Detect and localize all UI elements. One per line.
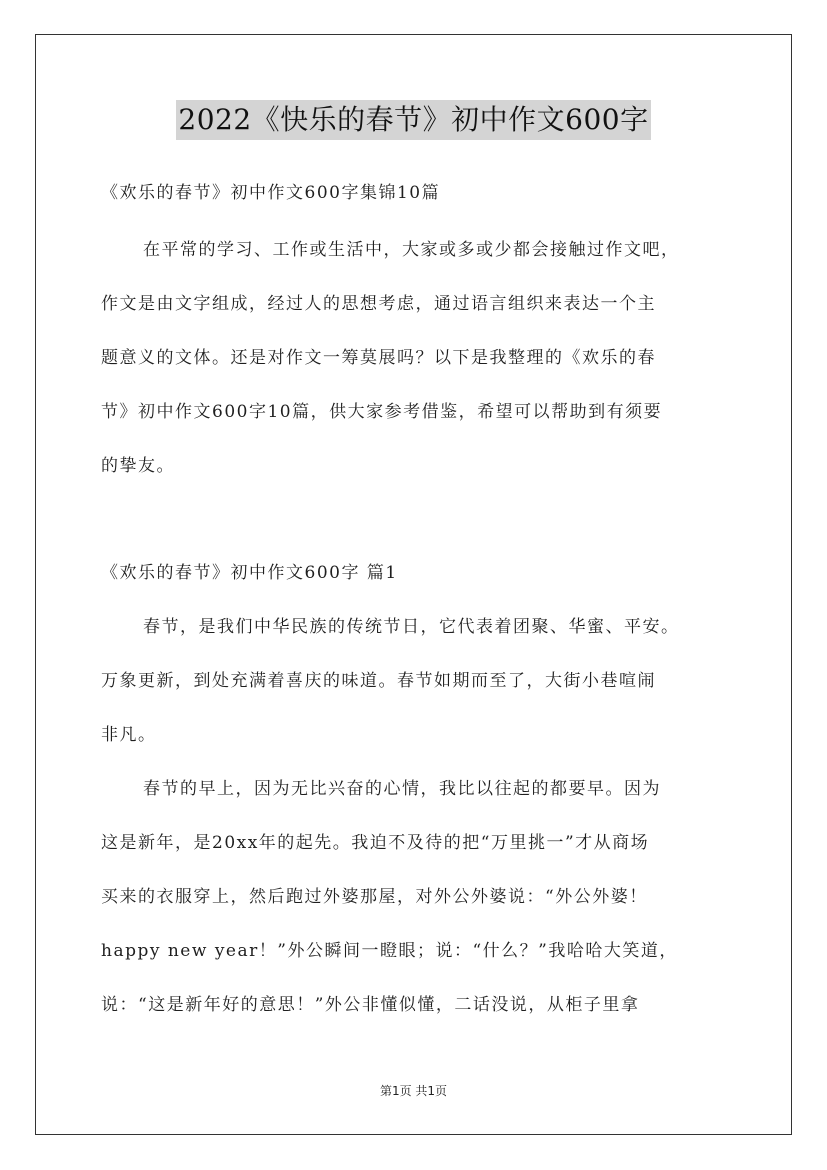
- paragraph-line: 非凡。: [101, 725, 157, 745]
- intro-line: 作文是由文字组成，经过人的思想考虑，通过语言组织来表达一个主: [101, 294, 656, 314]
- paragraph-line: 春节的早上，因为无比兴奋的心情，我比以往起的都要早。因为: [143, 779, 661, 799]
- paragraph-line: happy new year！”外公瞬间一瞪眼；说：“什么？”我哈哈大笑道，: [101, 941, 678, 961]
- intro-line: 节》初中作文600字10篇，供大家参考借鉴，希望可以帮助到有须要: [101, 402, 663, 422]
- document-title: 2022《快乐的春节》初中作文600字: [176, 100, 650, 140]
- paragraph-line: 说：“这是新年好的意思！”外公非懂似懂，二话没说，从柜子里拿: [101, 995, 640, 1015]
- intro-line: 在平常的学习、工作或生活中，大家或多或少都会接触过作文吧，: [143, 240, 680, 260]
- intro-line: 的挚友。: [101, 456, 175, 476]
- section-heading: 《欢乐的春节》初中作文600字 篇1: [101, 563, 398, 583]
- paragraph-line: 万象更新，到处充满着喜庆的味道。春节如期而至了，大街小巷喧闹: [101, 671, 656, 691]
- paragraph-line: 买来的衣服穿上，然后跑过外婆那屋，对外公外婆说：“外公外婆！: [101, 887, 648, 907]
- paragraph-line: 这是新年，是20xx年的起先。我迫不及待的把“万里挑一”才从商场: [101, 833, 650, 853]
- title-container: [0, 100, 827, 140]
- paragraph-line: 春节，是我们中华民族的传统节日，它代表着团聚、华蜜、平安。: [143, 617, 680, 637]
- document-subtitle: 《欢乐的春节》初中作文600字集锦10篇: [101, 183, 441, 203]
- page-footer: 第1页 共1页: [379, 1084, 448, 1098]
- intro-line: 题意义的文体。还是对作文一筹莫展吗？以下是我整理的《欢乐的春: [101, 348, 656, 368]
